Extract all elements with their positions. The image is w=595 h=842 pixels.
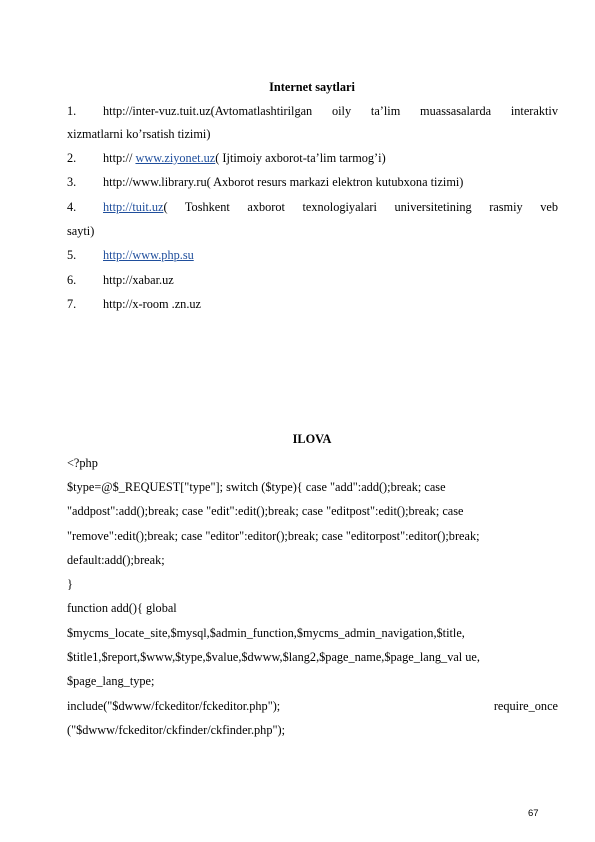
code-line-8: $mycms_locate_site,$mysql,$admin_function,$mycms_admin_navigation,$title, bbox=[67, 626, 465, 640]
link-ziyonet[interactable]: www.ziyonet.uz bbox=[135, 151, 216, 165]
ref-number-1: 1. bbox=[67, 104, 77, 118]
internet-sites-heading: Internet saytlari bbox=[269, 80, 355, 94]
ref-text-1-cont: xizmatlarni ko’rsatish tizimi) bbox=[67, 127, 211, 141]
code-line-6: } bbox=[67, 577, 73, 591]
ref-number-2: 2. bbox=[67, 151, 77, 165]
code-include: include("$dwww/fckeditor/fckeditor.php"); bbox=[67, 699, 281, 713]
code-line-4: "remove":edit();break; case "editor":editor();break; case "editorpost":editor();break; bbox=[67, 529, 480, 543]
code-require-once: require_once bbox=[493, 699, 558, 713]
code-last-line: ("$dwww/fckeditor/ckfinder/ckfinder.php"); bbox=[67, 723, 285, 737]
ref-text-3: http://www.library.ru( Axborot resurs markazi elektron kutubxona tizimi) bbox=[103, 175, 464, 189]
link-tuit[interactable]: http://tuit.uz bbox=[103, 200, 164, 214]
code-line-1: <?php bbox=[67, 456, 98, 470]
code-line-3: "addpost":add();break; case "edit":edit();break; case "editpost":edit();break; case bbox=[67, 504, 464, 518]
ref-text-1: http://inter-vuz.tuit.uz(Avtomatlashtirilgan oily ta’lim muassasalarda interaktiv bbox=[103, 104, 558, 118]
ref-number-5: 5. bbox=[67, 248, 77, 262]
ref-number-3: 3. bbox=[67, 175, 77, 189]
code-line-10: $page_lang_type; bbox=[67, 674, 155, 688]
ref-number-6: 6. bbox=[67, 273, 77, 287]
ref-text-4-cont: sayti) bbox=[67, 224, 95, 238]
code-line-9: $title1,$report,$www,$type,$value,$dwww,$lang2,$page_name,$page_lang_val ue, bbox=[67, 650, 480, 664]
ref-number-7: 7. bbox=[67, 297, 77, 311]
code-line-7: function add(){ global bbox=[67, 601, 177, 615]
code-line-5: default:add();break; bbox=[67, 553, 165, 567]
code-include-line bbox=[67, 699, 558, 714]
code-line-2: $type=@$_REQUEST["type"]; switch ($type){ case "add":add();break; case bbox=[67, 480, 446, 494]
ref-suffix: ( Toshkent axborot texnologiyalari universitetining rasmiy veb bbox=[163, 200, 558, 214]
link-php-su[interactable]: http://www.php.su bbox=[103, 248, 194, 262]
ref-number-4: 4. bbox=[67, 200, 77, 214]
ref-suffix: ( Ijtimoiy axborot-ta’lim tarmog’i) bbox=[215, 151, 386, 165]
ref-text-2 bbox=[103, 151, 558, 166]
ref-text-7: http://x-room .zn.uz bbox=[103, 297, 202, 311]
page-number: 67 bbox=[528, 808, 539, 819]
ref-prefix: http:// bbox=[103, 151, 136, 165]
appendix-heading: ILOVA bbox=[292, 432, 332, 446]
ref-text-4 bbox=[103, 200, 558, 215]
ref-text-6: http://xabar.uz bbox=[103, 273, 174, 287]
ref-text-5 bbox=[103, 248, 558, 263]
